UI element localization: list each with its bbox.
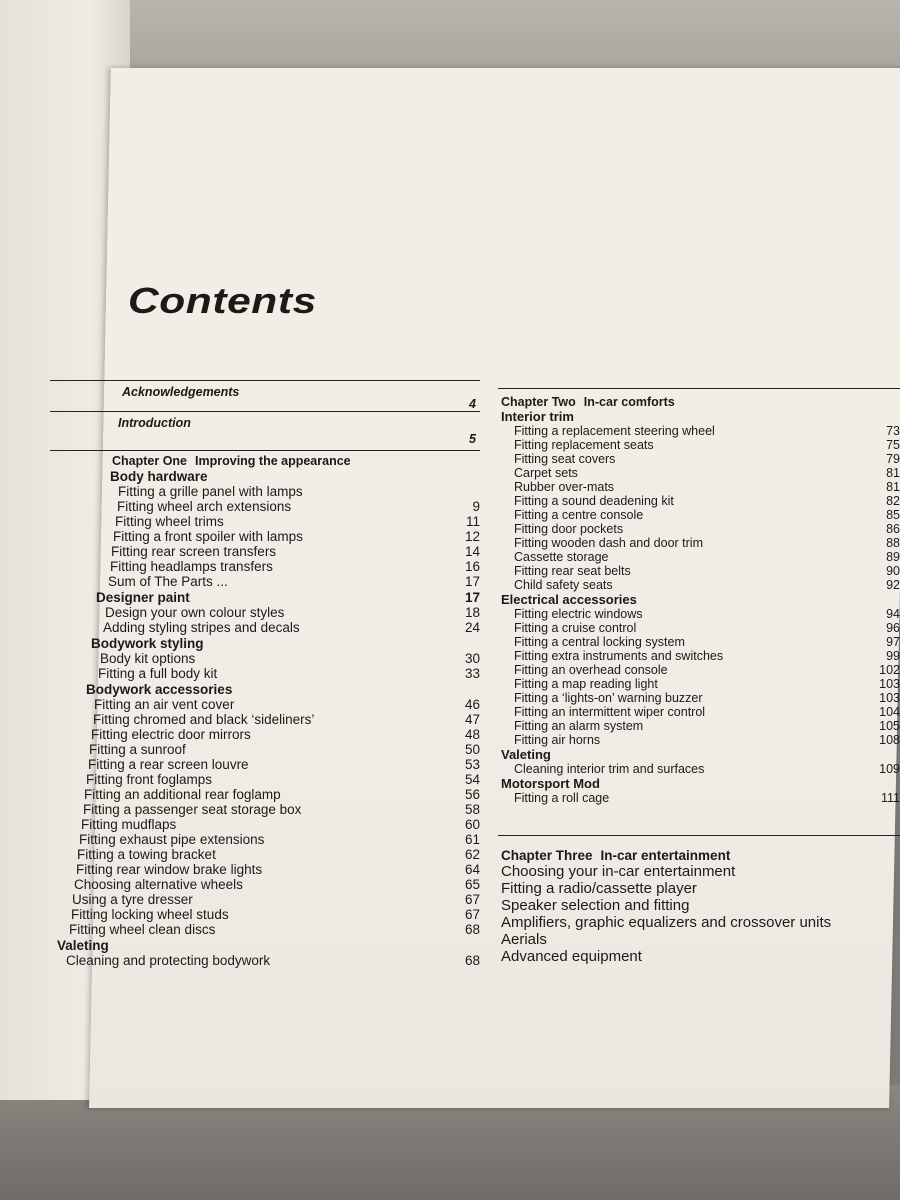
section-heading-label: Interior trim	[501, 409, 574, 424]
toc-entry	[498, 762, 900, 776]
toc-page-number: 96	[886, 621, 900, 635]
toc-entry	[50, 605, 480, 620]
toc-entry-label: Fitting headlamps transfers	[110, 559, 273, 574]
toc-entry-label: Fitting a ‘lights-on’ warning buzzer	[514, 691, 703, 705]
toc-entry-label: Fitting rear screen transfers	[111, 544, 277, 559]
toc-entry	[498, 677, 900, 691]
toc-page-number: 79	[886, 452, 900, 466]
toc-entry	[498, 550, 900, 564]
toc-entry-label: Body kit options	[100, 651, 196, 666]
divider-rule	[498, 835, 900, 836]
toc-page-number: 5	[469, 432, 476, 446]
toc-entry-label: Speaker selection and fitting	[501, 897, 690, 914]
toc-page-number: 81	[886, 480, 900, 494]
toc-page-number: 4	[469, 397, 476, 411]
toc-entry-label: Fitting electric windows	[514, 607, 643, 621]
toc-entry-label: Fitting rear seat belts	[514, 564, 631, 578]
toc-entry-label: Fitting electric door mirrors	[91, 727, 251, 742]
toc-entry-label: Fitting wheel trims	[115, 514, 224, 529]
toc-page-number: 89	[886, 550, 900, 564]
toc-entry	[50, 757, 480, 772]
toc-page-number: 94	[886, 607, 900, 621]
toc-page-number: 75	[886, 438, 900, 452]
toc-entry	[498, 424, 900, 438]
toc-entry	[498, 897, 900, 914]
toc-entry-label: Fitting an alarm system	[514, 719, 644, 733]
toc-page-number: 111	[880, 791, 900, 805]
toc-entry-label: Fitting extra instruments and switches	[514, 649, 724, 663]
toc-entry	[498, 931, 900, 948]
toc-entry	[50, 907, 480, 922]
toc-entry-label: Acknowledgements	[122, 385, 240, 399]
toc-page-number: 54	[464, 772, 480, 787]
toc-entry	[498, 578, 900, 592]
toc-entry	[50, 529, 480, 544]
toc-page-number: 60	[464, 817, 480, 832]
toc-entry	[50, 862, 480, 877]
section-heading-label: Bodywork accessories	[86, 682, 233, 697]
toc-entry-label: Fitting a central locking system	[514, 635, 685, 649]
toc-page-number: 88	[886, 536, 900, 550]
section-heading-label: Valeting	[57, 938, 109, 953]
toc-page-number: 64	[464, 862, 480, 877]
toc-entry	[498, 621, 900, 635]
toc-page-number: 68	[464, 922, 480, 937]
toc-entry-label: Fitting an intermittent wiper control	[514, 705, 706, 719]
toc-entry	[498, 791, 900, 805]
toc-entry-label: Fitting rear window brake lights	[76, 862, 263, 877]
toc-page-number: 33	[464, 666, 480, 681]
toc-entry	[498, 948, 900, 965]
toc-entry-label: Fitting an air vent cover	[94, 697, 235, 712]
section-heading-label: Bodywork styling	[91, 636, 204, 651]
toc-page-number: 24	[464, 620, 480, 635]
section-heading	[50, 590, 480, 605]
toc-page-number: 47	[464, 712, 480, 727]
toc-entry	[50, 499, 480, 514]
divider-rule	[50, 411, 480, 412]
toc-entry-label: Introduction	[118, 416, 191, 430]
toc-page-number: 73	[886, 424, 900, 438]
toc-entry	[498, 438, 900, 452]
toc-page-number: 17	[464, 590, 480, 605]
toc-entry	[498, 480, 900, 494]
chapter-name: Improving the appearance	[195, 454, 351, 468]
toc-entry	[498, 522, 900, 536]
toc-entry-label: Rubber over-mats	[514, 480, 615, 494]
divider-rule	[50, 450, 480, 451]
toc-page-number: 105	[879, 719, 900, 733]
toc-entry-label: Fitting a passenger seat storage box	[83, 802, 302, 817]
toc-entry	[498, 466, 900, 480]
front-matter-entry	[50, 416, 480, 430]
toc-page-number: 18	[464, 605, 480, 620]
toc-page-number: 58	[464, 802, 480, 817]
toc-entry-label: Fitting exhaust pipe extensions	[79, 832, 265, 847]
toc-entry-label: Aerials	[501, 931, 547, 948]
front-matter-page	[50, 432, 480, 446]
chapter-number: Chapter One	[112, 454, 188, 468]
toc-page-number: 46	[464, 697, 480, 712]
toc-entry	[50, 620, 480, 635]
toc-entry	[50, 802, 480, 817]
toc-entry	[50, 574, 480, 589]
toc-page-number: 108	[879, 733, 900, 747]
toc-page-number: 48	[464, 727, 480, 742]
toc-entry-label: Choosing alternative wheels	[74, 877, 243, 892]
toc-entry	[498, 564, 900, 578]
toc-entry	[498, 719, 900, 733]
toc-entry-label: Fitting chromed and black ‘sideliners’	[93, 712, 315, 727]
toc-page-number: 90	[886, 564, 900, 578]
toc-entry-label: Fitting an overhead console	[514, 663, 668, 677]
toc-page-number: 103	[879, 677, 900, 691]
toc-entry	[50, 514, 480, 529]
section-heading-label: Valeting	[501, 747, 551, 762]
toc-entry	[498, 880, 900, 897]
toc-entry-label: Adding styling stripes and decals	[103, 620, 300, 635]
toc-entry	[50, 712, 480, 727]
toc-entry	[498, 508, 900, 522]
toc-entry-label: Advanced equipment	[501, 948, 642, 965]
toc-page-number: 53	[464, 757, 480, 772]
toc-page-number: 92	[886, 578, 900, 592]
toc-entry-label: Fitting a sound deadening kit	[514, 494, 674, 508]
toc-page-number: 109	[879, 762, 900, 776]
chapter-heading	[498, 848, 900, 863]
section-heading	[498, 776, 900, 791]
toc-entry-label: Fitting air horns	[514, 733, 601, 747]
toc-entry	[498, 536, 900, 550]
toc-entry-label: Fitting wooden dash and door trim	[514, 536, 703, 550]
toc-entry-label: Fitting a cruise control	[514, 621, 637, 635]
chapter-heading	[498, 395, 900, 409]
left-column	[50, 380, 480, 968]
toc-entry	[50, 651, 480, 666]
toc-entry	[498, 649, 900, 663]
toc-entry-label: Fitting a rear screen louvre	[88, 757, 249, 772]
section-heading	[498, 592, 900, 607]
toc-entry-label: Cleaning and protecting bodywork	[66, 953, 271, 968]
toc-page-number: 62	[464, 847, 480, 862]
toc-entry-label: Fitting wheel arch extensions	[117, 499, 292, 514]
toc-entry	[498, 663, 900, 677]
toc-entry-label: Fitting replacement seats	[514, 438, 654, 452]
toc-entry-label: Fitting seat covers	[514, 452, 616, 466]
toc-page-number: 85	[886, 508, 900, 522]
toc-page-number: 104	[879, 705, 900, 719]
toc-entry-label: Fitting front foglamps	[86, 772, 213, 787]
toc-entry-label: Fitting a replacement steering wheel	[514, 424, 715, 438]
section-heading	[50, 636, 480, 651]
chapter-heading	[50, 454, 480, 468]
toc-entry	[50, 892, 480, 907]
toc-page-number: 86	[886, 522, 900, 536]
toc-entry	[498, 635, 900, 649]
divider-rule	[498, 388, 900, 389]
chapter-name: In-car comforts	[583, 395, 675, 409]
toc-entry	[50, 544, 480, 559]
toc-page-number: 17	[464, 574, 480, 589]
toc-entry-label: Design your own colour styles	[105, 605, 285, 620]
toc-page-number: 81	[886, 466, 900, 480]
toc-entry-label: Fitting a front spoiler with lamps	[113, 529, 303, 544]
section-heading-label: Designer paint	[96, 590, 190, 605]
toc-entry-label: Fitting locking wheel studs	[71, 907, 229, 922]
toc-page-number: 68	[464, 953, 480, 968]
toc-entry-label: Child safety seats	[514, 578, 613, 592]
toc-entry	[50, 877, 480, 892]
toc-entry	[50, 832, 480, 847]
toc-page-number: 11	[465, 514, 480, 529]
toc-entry-label: Fitting a centre console	[514, 508, 644, 522]
toc-entry	[50, 817, 480, 832]
toc-entry-label: Fitting a towing bracket	[77, 847, 216, 862]
toc-page-number: 30	[464, 651, 480, 666]
section-heading	[498, 747, 900, 762]
toc-entry	[498, 607, 900, 621]
chapter-number: Chapter Three	[501, 848, 593, 863]
toc-entry-label: Fitting a roll cage	[514, 791, 610, 805]
toc-page-number: 14	[464, 544, 480, 559]
toc-entry-label: Fitting a map reading light	[514, 677, 658, 691]
toc-entry	[50, 953, 480, 968]
section-heading-label: Body hardware	[110, 469, 208, 484]
toc-page-number: 97	[886, 635, 900, 649]
section-heading	[50, 469, 480, 484]
toc-entry	[498, 733, 900, 747]
toc-entry	[50, 484, 480, 499]
divider-rule	[50, 380, 480, 381]
section-heading	[50, 682, 480, 697]
toc-entry-label: Fitting door pockets	[514, 522, 624, 536]
section-heading-label: Motorsport Mod	[501, 776, 600, 791]
toc-page-number: 50	[464, 742, 480, 757]
page-title: Contents	[128, 280, 317, 321]
toc-entry	[498, 863, 900, 880]
toc-entry	[50, 847, 480, 862]
toc-entry-label: Fitting a grille panel with lamps	[118, 484, 303, 499]
toc-page-number: 12	[464, 529, 480, 544]
toc-entry-label: Carpet sets	[514, 466, 578, 480]
toc-entry-label: Cassette storage	[514, 550, 609, 564]
toc-entry	[498, 914, 900, 931]
toc-entry-label: Using a tyre dresser	[72, 892, 193, 907]
toc-page-number: 67	[464, 907, 480, 922]
front-matter-page	[50, 397, 480, 411]
toc-entry-label: Sum of The Parts ...	[108, 574, 228, 589]
toc-page-number: 56	[464, 787, 480, 802]
toc-entry-label: Cleaning interior trim and surfaces	[514, 762, 705, 776]
toc-entry	[498, 705, 900, 719]
toc-entry	[50, 787, 480, 802]
toc-entry	[50, 666, 480, 681]
toc-entry-label: Fitting wheel clean discs	[69, 922, 216, 937]
toc-page-number: 9	[472, 499, 480, 514]
toc-page-number: 82	[886, 494, 900, 508]
toc-page-number: 67	[464, 892, 480, 907]
toc-entry-label: Fitting a sunroof	[89, 742, 186, 757]
toc-page-number: 16	[464, 559, 480, 574]
right-column	[498, 388, 900, 965]
toc-page-number: 65	[464, 877, 480, 892]
toc-entry	[50, 697, 480, 712]
toc-entry	[498, 691, 900, 705]
toc-entry	[498, 494, 900, 508]
toc-page-number: 102	[879, 663, 900, 677]
toc-entry-label: Fitting a full body kit	[98, 666, 218, 681]
toc-page-number: 61	[464, 832, 480, 847]
toc-entry	[50, 922, 480, 937]
section-heading	[498, 409, 900, 424]
toc-entry	[50, 742, 480, 757]
toc-entry	[50, 727, 480, 742]
section-heading-label: Electrical accessories	[501, 592, 637, 607]
toc-entry	[498, 452, 900, 466]
toc-entry	[50, 772, 480, 787]
toc-entry-label: Choosing your in-car entertainment	[501, 863, 736, 880]
section-heading	[50, 938, 480, 953]
toc-entry-label: Fitting mudflaps	[81, 817, 177, 832]
toc-entry-label: Fitting a radio/cassette player	[501, 880, 697, 897]
toc-page-number: 103	[879, 691, 900, 705]
chapter-number: Chapter Two	[501, 395, 576, 409]
toc-page-number: 99	[886, 649, 900, 663]
toc-entry-label: Fitting an additional rear foglamp	[84, 787, 281, 802]
toc-entry-label: Amplifiers, graphic equalizers and crossover units	[501, 914, 832, 931]
chapter-name: In-car entertainment	[600, 848, 731, 863]
toc-entry	[50, 559, 480, 574]
